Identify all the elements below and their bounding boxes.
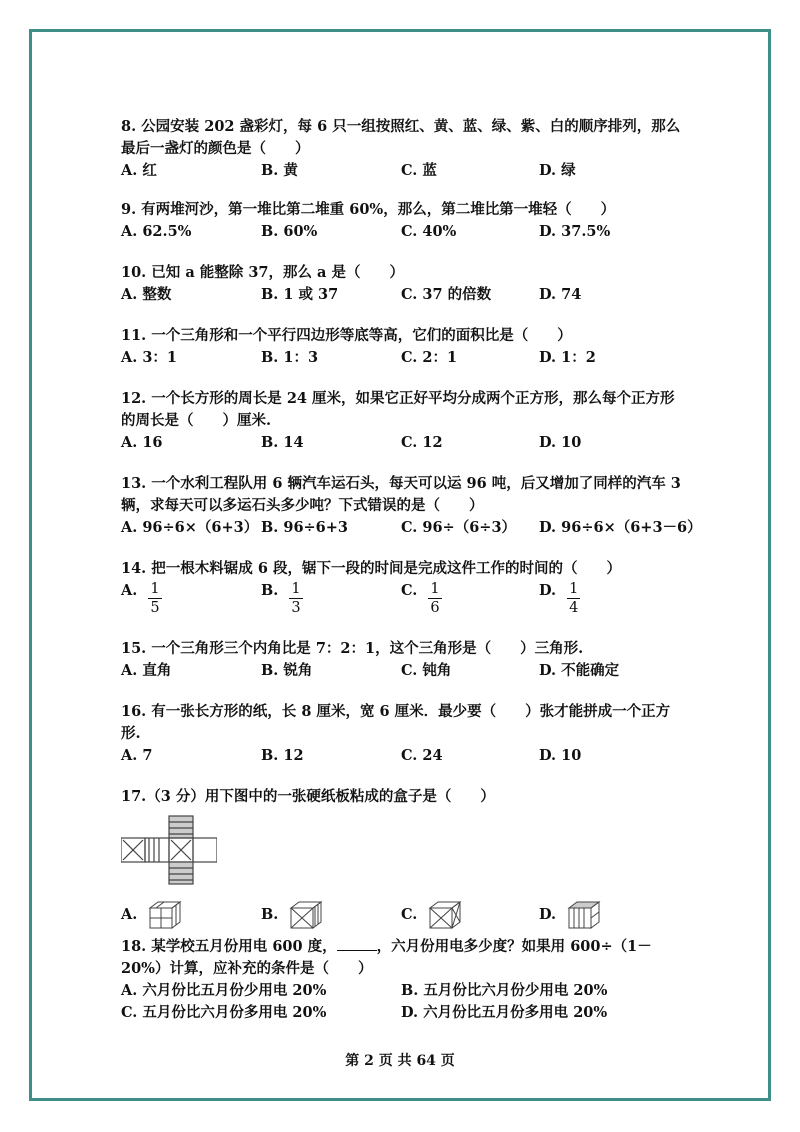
options <box>121 160 681 182</box>
option-b[interactable]: B. 12 <box>261 747 304 764</box>
fraction <box>289 580 302 617</box>
question-stem: 15. 一个三角形三个内角比是 7：2：1，这个三角形是（ ）三角形. <box>121 640 584 657</box>
option-b[interactable]: B. 黄 <box>261 162 298 179</box>
option-c[interactable]: C. 12 <box>401 434 443 451</box>
option-d[interactable]: D. 10 <box>539 747 582 764</box>
option-c[interactable]: C. 五月份比六月份多用电 20% <box>121 1004 327 1021</box>
options <box>121 745 681 767</box>
numerator: 1 <box>569 581 579 597</box>
option-b[interactable]: B. 60% <box>261 223 318 240</box>
option-d[interactable]: D. 37.5% <box>539 223 611 240</box>
option-a[interactable]: A. 7 <box>121 747 153 764</box>
option-d[interactable]: D. 96÷6×（6+3－6） <box>539 519 702 536</box>
options <box>121 900 681 934</box>
question-stem <box>121 936 681 980</box>
options-row-2 <box>121 1002 681 1024</box>
numerator: 1 <box>430 581 440 597</box>
option-letter: B. <box>261 906 279 923</box>
option-letter: A. <box>121 906 138 923</box>
options <box>121 284 681 306</box>
option-a[interactable]: A. 红 <box>121 162 157 179</box>
question-18 <box>121 936 681 1024</box>
option-c[interactable]: C. 2：1 <box>401 349 458 366</box>
question-list <box>121 116 702 1024</box>
question-stem: 10. 已知 a 能整除 37，那么 a 是（ ） <box>121 264 404 281</box>
option-a[interactable]: A. 3：1 <box>121 349 178 366</box>
question-11 <box>121 325 681 369</box>
option-a[interactable] <box>121 900 182 930</box>
options <box>121 660 681 682</box>
question-17 <box>121 786 681 934</box>
cube-a-icon <box>148 900 182 930</box>
option-c[interactable]: C. 37 的倍数 <box>401 286 492 303</box>
option-letter: C. <box>401 906 418 923</box>
option-a[interactable]: A. 整数 <box>121 286 172 303</box>
fraction <box>428 580 441 617</box>
options <box>121 221 681 243</box>
options-row-1 <box>121 980 681 1002</box>
numerator: 1 <box>150 581 160 597</box>
option-letter: A. <box>121 582 138 599</box>
option-a[interactable]: A. 16 <box>121 434 163 451</box>
option-d[interactable]: D. 六月份比五月份多用电 20% <box>401 1004 608 1021</box>
question-stem: 16. 有一张长方形的纸，长 8 厘米，宽 6 厘米．最少要（ ）张才能拼成一个正方形. <box>121 703 671 742</box>
options <box>121 580 681 616</box>
numerator: 1 <box>291 581 301 597</box>
option-b[interactable]: B. 五月份比六月份少用电 20% <box>401 982 608 999</box>
option-d[interactable] <box>539 900 601 930</box>
question-stem: 12. 一个长方形的周长是 24 厘米，如果它正好平均分成两个正方形，那么每个正方形的周长是（ ）厘米. <box>121 390 675 429</box>
options <box>121 517 702 539</box>
options <box>121 347 681 369</box>
question-stem: 13. 一个水利工程队用 6 辆汽车运石头，每天可以运 96 吨，后又增加了同样的汽车 3 辆，求每天可以多运石头多少吨？下式错误的是（ ） <box>121 475 681 514</box>
option-a[interactable]: A. 62.5% <box>121 223 192 240</box>
fraction <box>148 580 161 617</box>
page-footer: 第 2 页 共 64 页 <box>345 1053 455 1069</box>
question-stem: 11. 一个三角形和一个平行四边形等底等高，它们的面积比是（ ） <box>121 327 572 344</box>
option-b[interactable]: B. 1：3 <box>261 349 319 366</box>
question-14 <box>121 558 681 616</box>
option-c[interactable]: C. 96÷（6÷3） <box>401 519 517 536</box>
options <box>121 432 681 454</box>
denominator: 3 <box>291 600 301 616</box>
option-a[interactable]: A. 直角 <box>121 662 172 679</box>
question-stem: 9. 有两堆河沙，第一堆比第二堆重 60%，那么，第二堆比第一堆轻（ ） <box>121 201 616 218</box>
option-c[interactable]: C. 蓝 <box>401 162 437 179</box>
option-letter: D. <box>539 582 557 599</box>
question-stem: 17.（3 分）用下图中的一张硬纸板粘成的盒子是（ ） <box>121 788 495 805</box>
question-16 <box>121 701 681 767</box>
box-net-diagram <box>121 814 217 886</box>
option-d[interactable]: D. 1：2 <box>539 349 596 366</box>
cube-c-icon <box>428 900 462 930</box>
option-a[interactable]: A. 六月份比五月份少用电 20% <box>121 982 327 999</box>
option-a[interactable] <box>121 580 162 617</box>
cube-d-icon <box>567 900 601 930</box>
option-a[interactable]: A. 96÷6×（6+3） <box>121 519 259 536</box>
denominator: 4 <box>569 600 579 616</box>
question-13 <box>121 473 702 539</box>
option-letter: B. <box>261 582 279 599</box>
option-c[interactable]: C. 24 <box>401 747 443 764</box>
option-c[interactable] <box>401 580 442 617</box>
denominator: 5 <box>150 600 160 616</box>
cube-b-icon <box>289 900 323 930</box>
option-c[interactable]: C. 40% <box>401 223 457 240</box>
question-12 <box>121 388 681 454</box>
option-d[interactable]: D. 绿 <box>539 162 576 179</box>
question-15 <box>121 638 681 682</box>
option-c[interactable] <box>401 900 462 930</box>
fraction <box>567 580 580 617</box>
question-9 <box>121 199 681 243</box>
option-letter: D. <box>539 906 557 923</box>
option-d[interactable]: D. 不能确定 <box>539 662 620 679</box>
question-stem-part1: 18. 某学校五月份用电 600 度， <box>121 938 337 955</box>
question-stem: 8. 公园安装 202 盏彩灯，每 6 只一组按照红、黄、蓝、绿、紫、白的顺序排列，那么最后一盏灯的颜色是（ ） <box>121 118 681 157</box>
fill-blank[interactable] <box>337 936 377 951</box>
option-b[interactable]: B. 14 <box>261 434 304 451</box>
option-d[interactable]: D. 74 <box>539 286 582 303</box>
option-b[interactable]: B. 锐角 <box>261 662 313 679</box>
question-stem-part2: ，六月份用电多少度？如果用 600÷（1－20%）计算，应补充的条件是（ ） <box>121 938 652 977</box>
option-b[interactable] <box>261 900 323 930</box>
question-10 <box>121 262 681 306</box>
option-d[interactable]: D. 10 <box>539 434 582 451</box>
denominator: 6 <box>430 600 440 616</box>
option-c[interactable]: C. 钝角 <box>401 662 452 679</box>
option-b[interactable]: B. 96÷6+3 <box>261 519 349 536</box>
option-b[interactable] <box>261 580 303 617</box>
question-stem: 14. 把一根木料锯成 6 段，锯下一段的时间是完成这件工作的时间的（ ） <box>121 560 621 577</box>
option-letter: C. <box>401 582 418 599</box>
question-8 <box>121 116 681 182</box>
option-d[interactable] <box>539 580 580 617</box>
option-b[interactable]: B. 1 或 37 <box>261 286 339 303</box>
